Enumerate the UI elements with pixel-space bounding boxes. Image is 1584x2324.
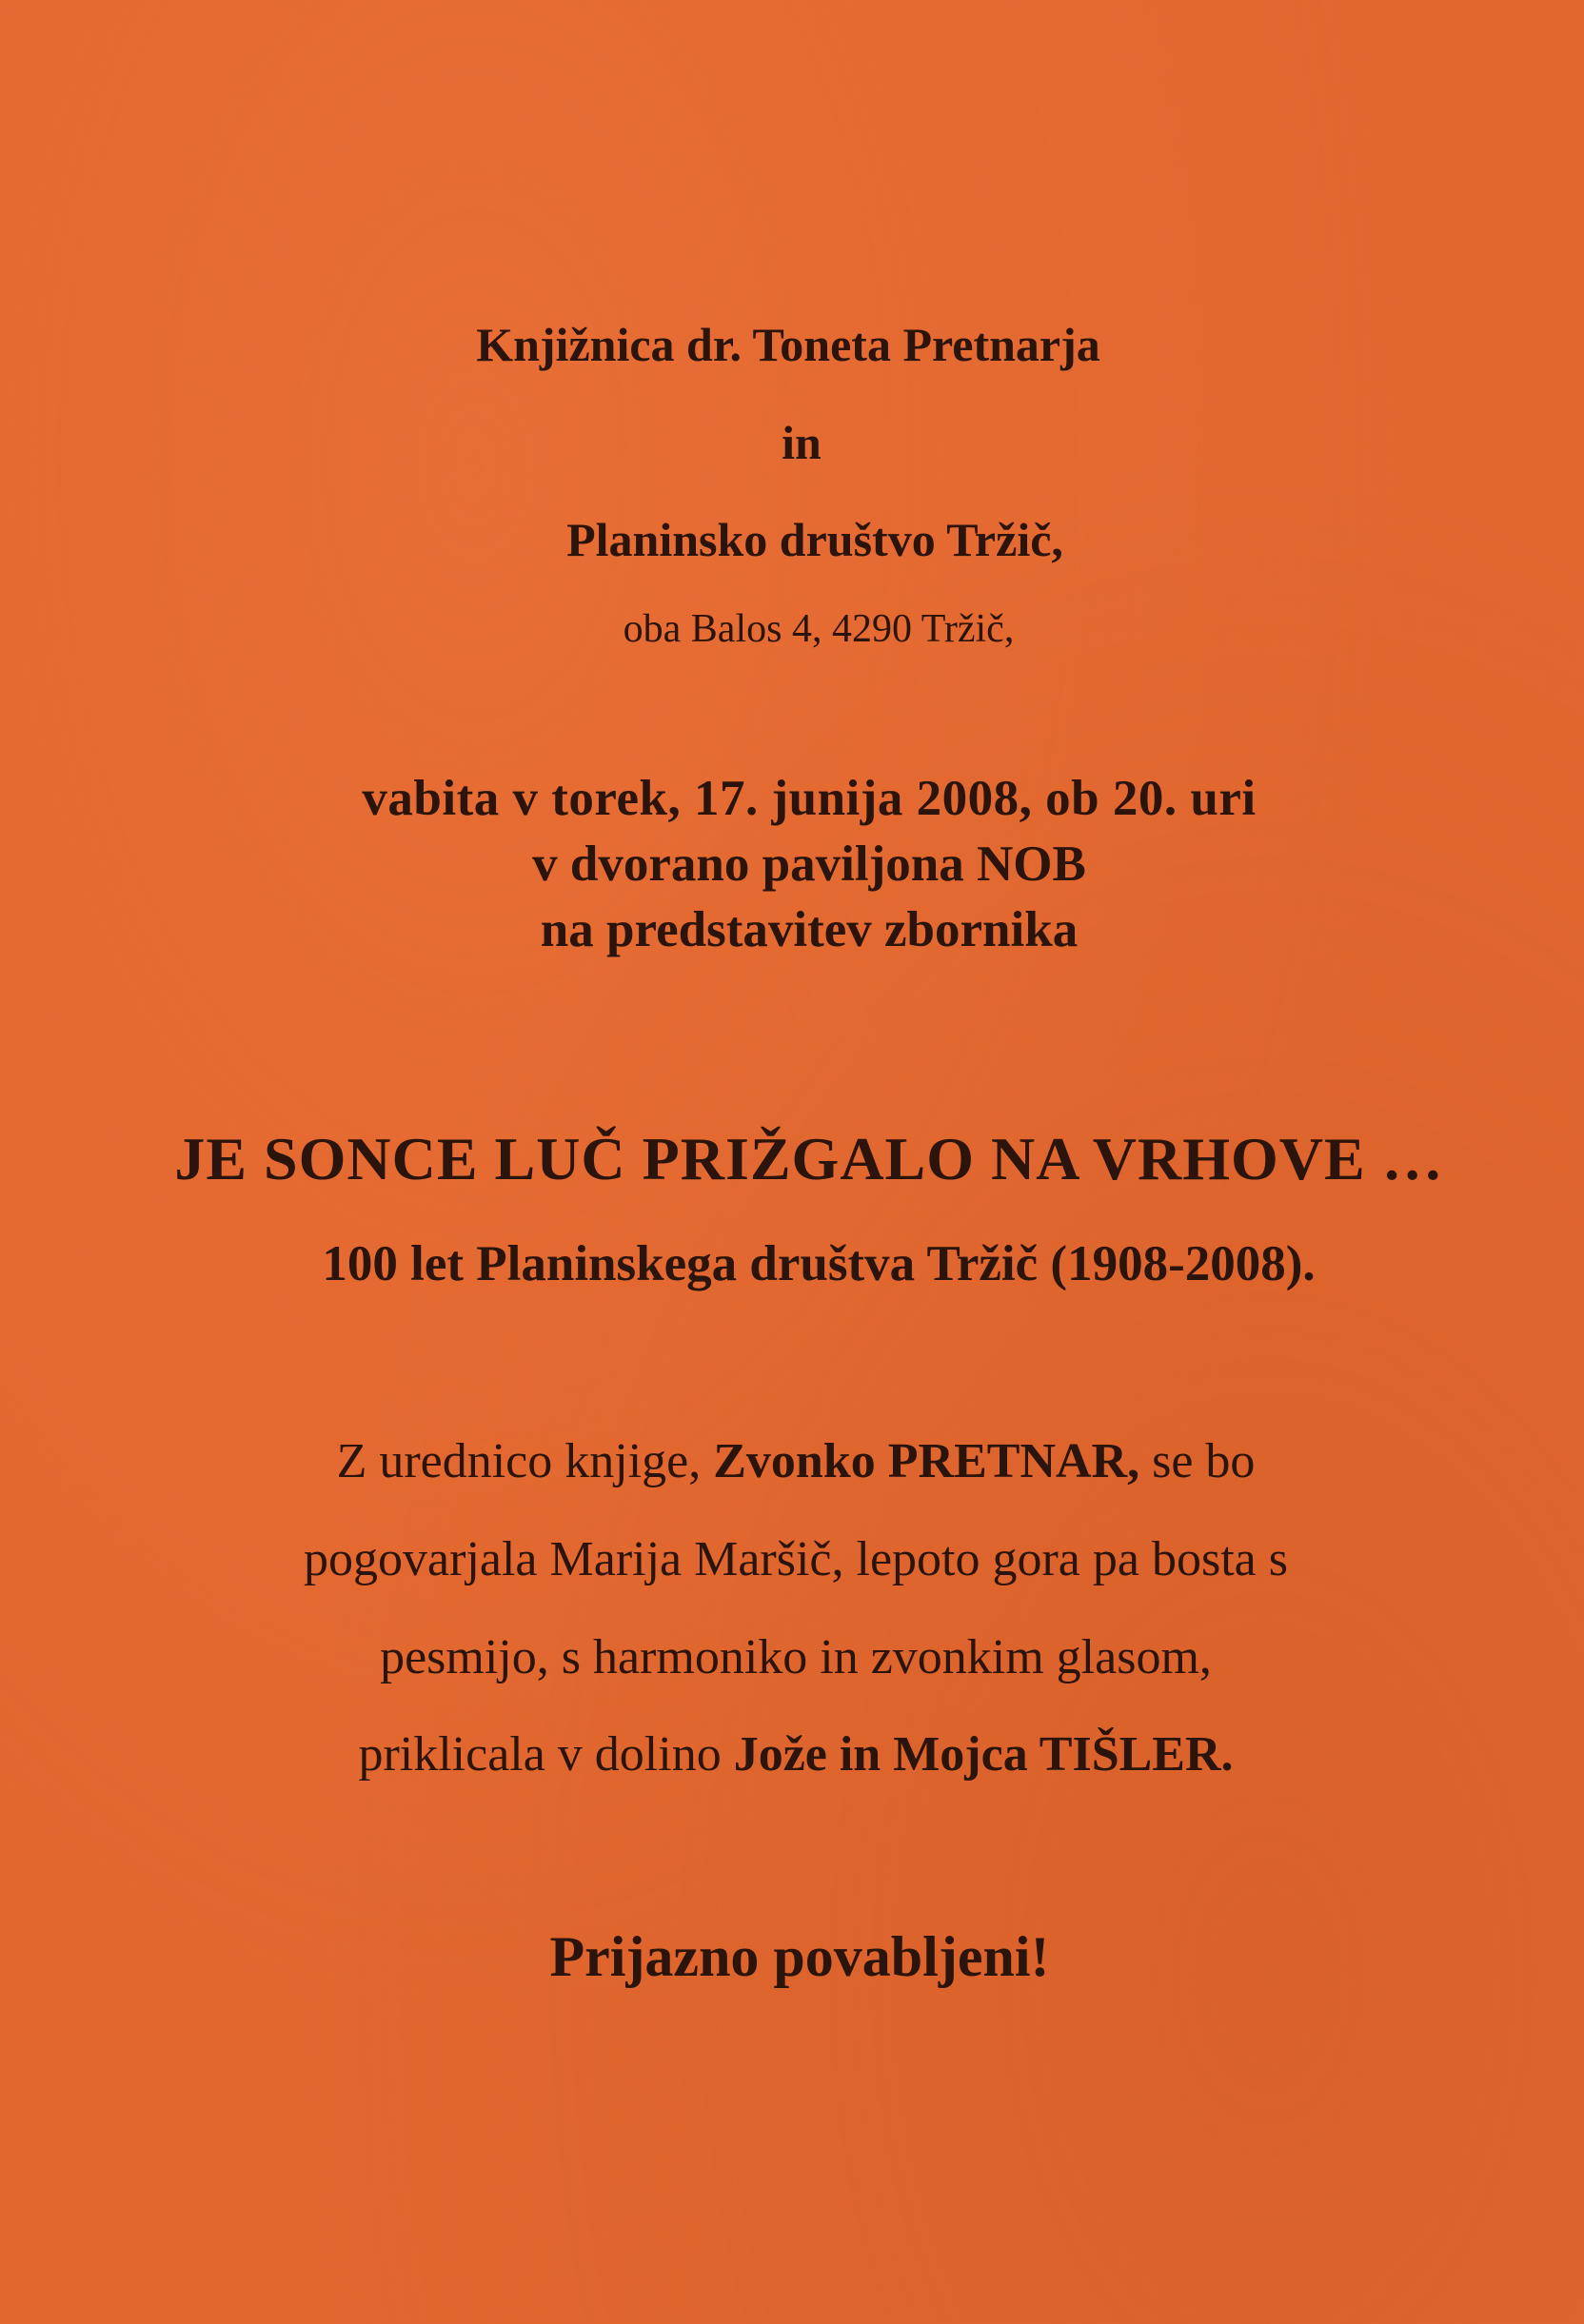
performers-names: Jože in Mojca TIŠLER.: [733, 1727, 1234, 1782]
conjunction-text: in: [782, 416, 822, 469]
closing-greeting: Prijazno povabljeni!: [549, 1925, 1050, 1988]
program-line-1: [4, 1434, 1584, 1488]
editor-name: Zvonko PRETNAR,: [713, 1434, 1140, 1488]
invitation-venue-line: v dvorano paviljona NOB: [532, 837, 1086, 892]
book-title: JE SONCE LUČ PRIŽGALO NA VRHOVE …: [174, 1125, 1444, 1192]
program-line-4: [4, 1727, 1584, 1782]
program-line-1-start: Z urednico knjige,: [336, 1434, 714, 1488]
program-line-2: pogovarjala Marija Maršič, lepoto gora pa bosta s: [304, 1532, 1288, 1586]
book-subtitle: 100 let Planinskega društva Tržič (1908-2008).: [322, 1236, 1316, 1291]
organizer-mountain-club: Planinsko društvo Tržič,: [566, 513, 1063, 566]
program-line-4-start: priklicala v dolino: [358, 1727, 734, 1782]
address-text: oba Balos 4, 4290 Tržič,: [623, 607, 1015, 651]
program-line-3: pesmijo, s harmoniko in zvonkim glasom,: [380, 1630, 1212, 1684]
invitation-date-line: vabita v torek, 17. junija 2008, ob 20. uri: [362, 771, 1257, 826]
program-line-1-end: se bo: [1139, 1434, 1256, 1488]
invitation-purpose-line: na predstavitev zbornika: [540, 902, 1079, 957]
organizer-library: Knjižnica dr. Toneta Pretnarja: [476, 318, 1100, 371]
